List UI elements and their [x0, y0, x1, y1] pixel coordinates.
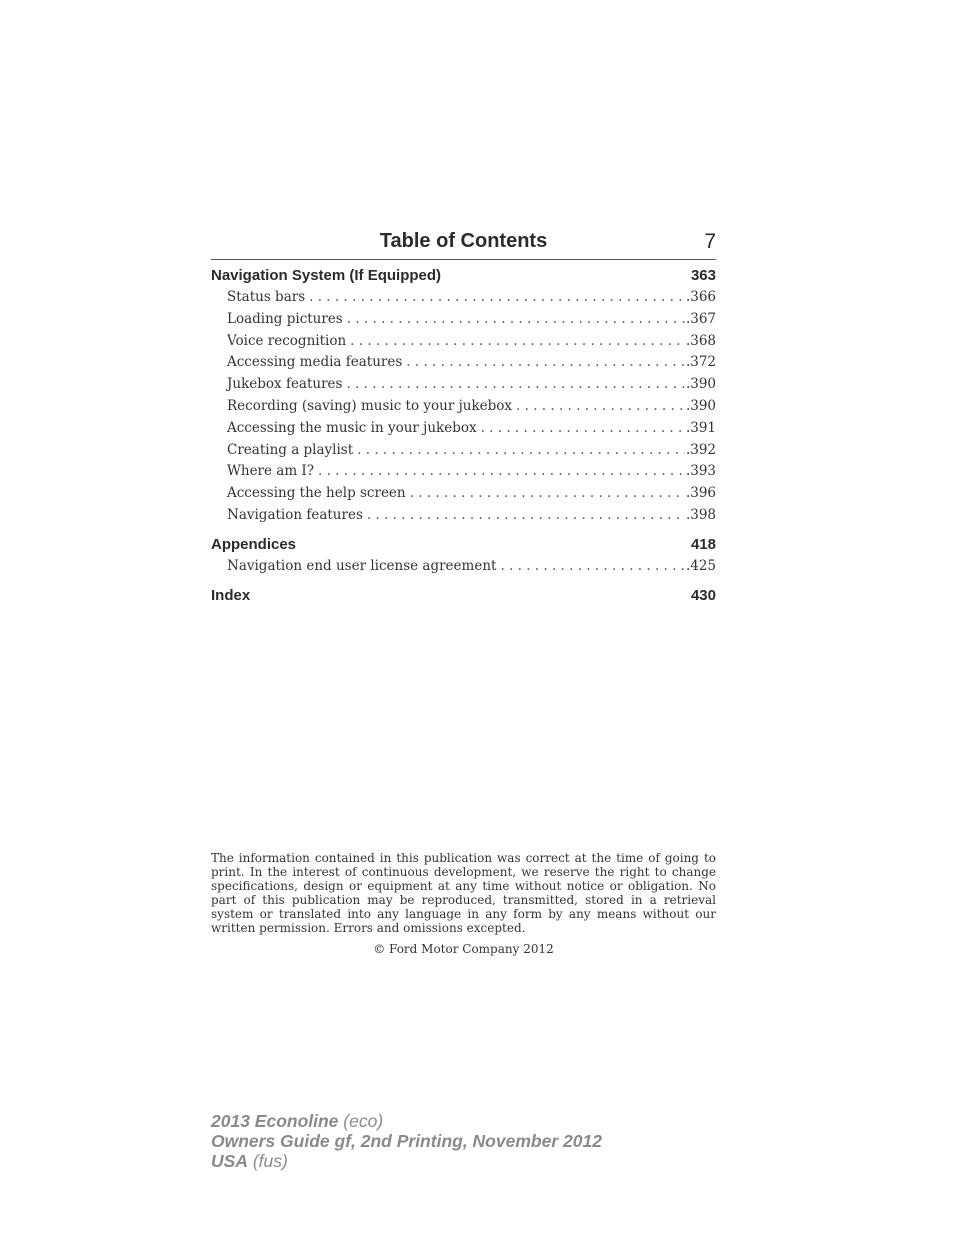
toc-entry-title: Loading pictures	[227, 310, 343, 327]
toc-entry-title: Voice recognition	[227, 332, 347, 349]
copyright-notice: © Ford Motor Company 2012	[373, 942, 554, 956]
footer-model-name: 2013 Econoline	[211, 1111, 339, 1131]
toc-section-title: Appendices	[211, 535, 297, 553]
toc-entry-page: .390	[685, 376, 716, 393]
publication-footer	[211, 1111, 602, 1171]
dot-leader	[318, 461, 685, 483]
disclaimer-text: The information contained in this publication was correct at the time of going to print. In the interest of continuous development, we reserve the right to change specifications, design or equipment at any time without notice or obligation. No part of this publication may be reproduced, transmitted, stored in a retrieval system or translated into any language in any form by any means without our written permission. Errors and omissions excepted.	[211, 851, 716, 935]
toc-entry-title: Recording (saving) music to your jukebox	[227, 397, 513, 414]
dot-leader	[516, 396, 685, 418]
toc-entry[interactable]	[211, 483, 716, 505]
toc-section-heading[interactable]	[211, 585, 716, 607]
footer-market: USA	[211, 1151, 248, 1171]
toc-entry-title: Status bars	[227, 289, 306, 305]
toc-entry-page: .390	[685, 397, 716, 414]
page-title: Table of Contents	[379, 230, 548, 252]
page-number: 7	[704, 230, 716, 253]
toc-section-page: 418	[690, 535, 716, 553]
toc-entry[interactable]	[211, 556, 716, 578]
toc-entry-title: Accessing the help screen	[227, 485, 406, 502]
dot-leader	[347, 309, 685, 331]
footer-edition: Owners Guide gf, 2nd Printing, November 2012	[211, 1131, 602, 1151]
toc-entry-title: Navigation end user license agreement	[227, 557, 497, 574]
toc-entry[interactable]	[211, 331, 716, 353]
footer-line-market	[211, 1151, 602, 1171]
dot-leader	[500, 556, 684, 578]
dot-leader	[410, 483, 685, 505]
toc-entry-page: .372	[685, 354, 716, 371]
table-of-contents	[211, 265, 716, 614]
toc-section	[211, 534, 716, 578]
toc-entry-page: .368	[685, 332, 716, 349]
toc-section-page: 430	[690, 586, 716, 604]
toc-entry-page: .393	[685, 463, 716, 480]
toc-section	[211, 585, 716, 607]
dot-leader	[406, 352, 685, 374]
toc-section-page: 363	[690, 267, 716, 284]
toc-entry-title: Accessing the music in your jukebox	[227, 419, 477, 436]
toc-entry[interactable]	[211, 505, 716, 527]
toc-section-title: Index	[211, 586, 251, 604]
dot-leader	[346, 374, 684, 396]
page-header	[211, 228, 716, 260]
toc-entry-title: Creating a playlist	[227, 441, 354, 458]
toc-section-heading[interactable]	[211, 534, 716, 556]
toc-section-heading[interactable]	[211, 265, 716, 287]
toc-entry-page: .392	[685, 441, 716, 458]
toc-entry-page: .366	[685, 289, 716, 305]
dot-leader	[367, 505, 685, 527]
dot-leader	[350, 331, 685, 353]
toc-entry-title: Accessing media features	[227, 354, 403, 371]
toc-entry-title: Navigation features	[227, 506, 363, 523]
toc-section	[211, 265, 716, 527]
toc-entry[interactable]	[211, 418, 716, 440]
toc-entry[interactable]	[211, 440, 716, 462]
toc-entry[interactable]	[211, 352, 716, 374]
toc-entry-page: .367	[685, 310, 716, 327]
dot-leader	[309, 287, 685, 309]
toc-entry-page: .425	[685, 557, 716, 574]
toc-entry-title: Jukebox features	[227, 376, 343, 393]
toc-entry[interactable]	[211, 309, 716, 331]
toc-entry-title: Where am I?	[227, 463, 315, 480]
footer-market-code: (fus)	[247, 1151, 288, 1171]
footer-model-code: (eco)	[338, 1111, 384, 1131]
dot-leader	[481, 418, 685, 440]
toc-entry-page: .391	[685, 419, 716, 436]
toc-section-title: Navigation System (If Equipped)	[211, 267, 442, 284]
toc-entry[interactable]	[211, 396, 716, 418]
footer-line-edition	[211, 1131, 602, 1151]
toc-entry[interactable]	[211, 287, 716, 309]
toc-entry[interactable]	[211, 461, 716, 483]
toc-entry-page: .398	[685, 506, 716, 523]
toc-entry-page: .396	[685, 485, 716, 502]
footer-line-model	[211, 1111, 602, 1131]
toc-entry[interactable]	[211, 374, 716, 396]
dot-leader	[357, 440, 685, 462]
